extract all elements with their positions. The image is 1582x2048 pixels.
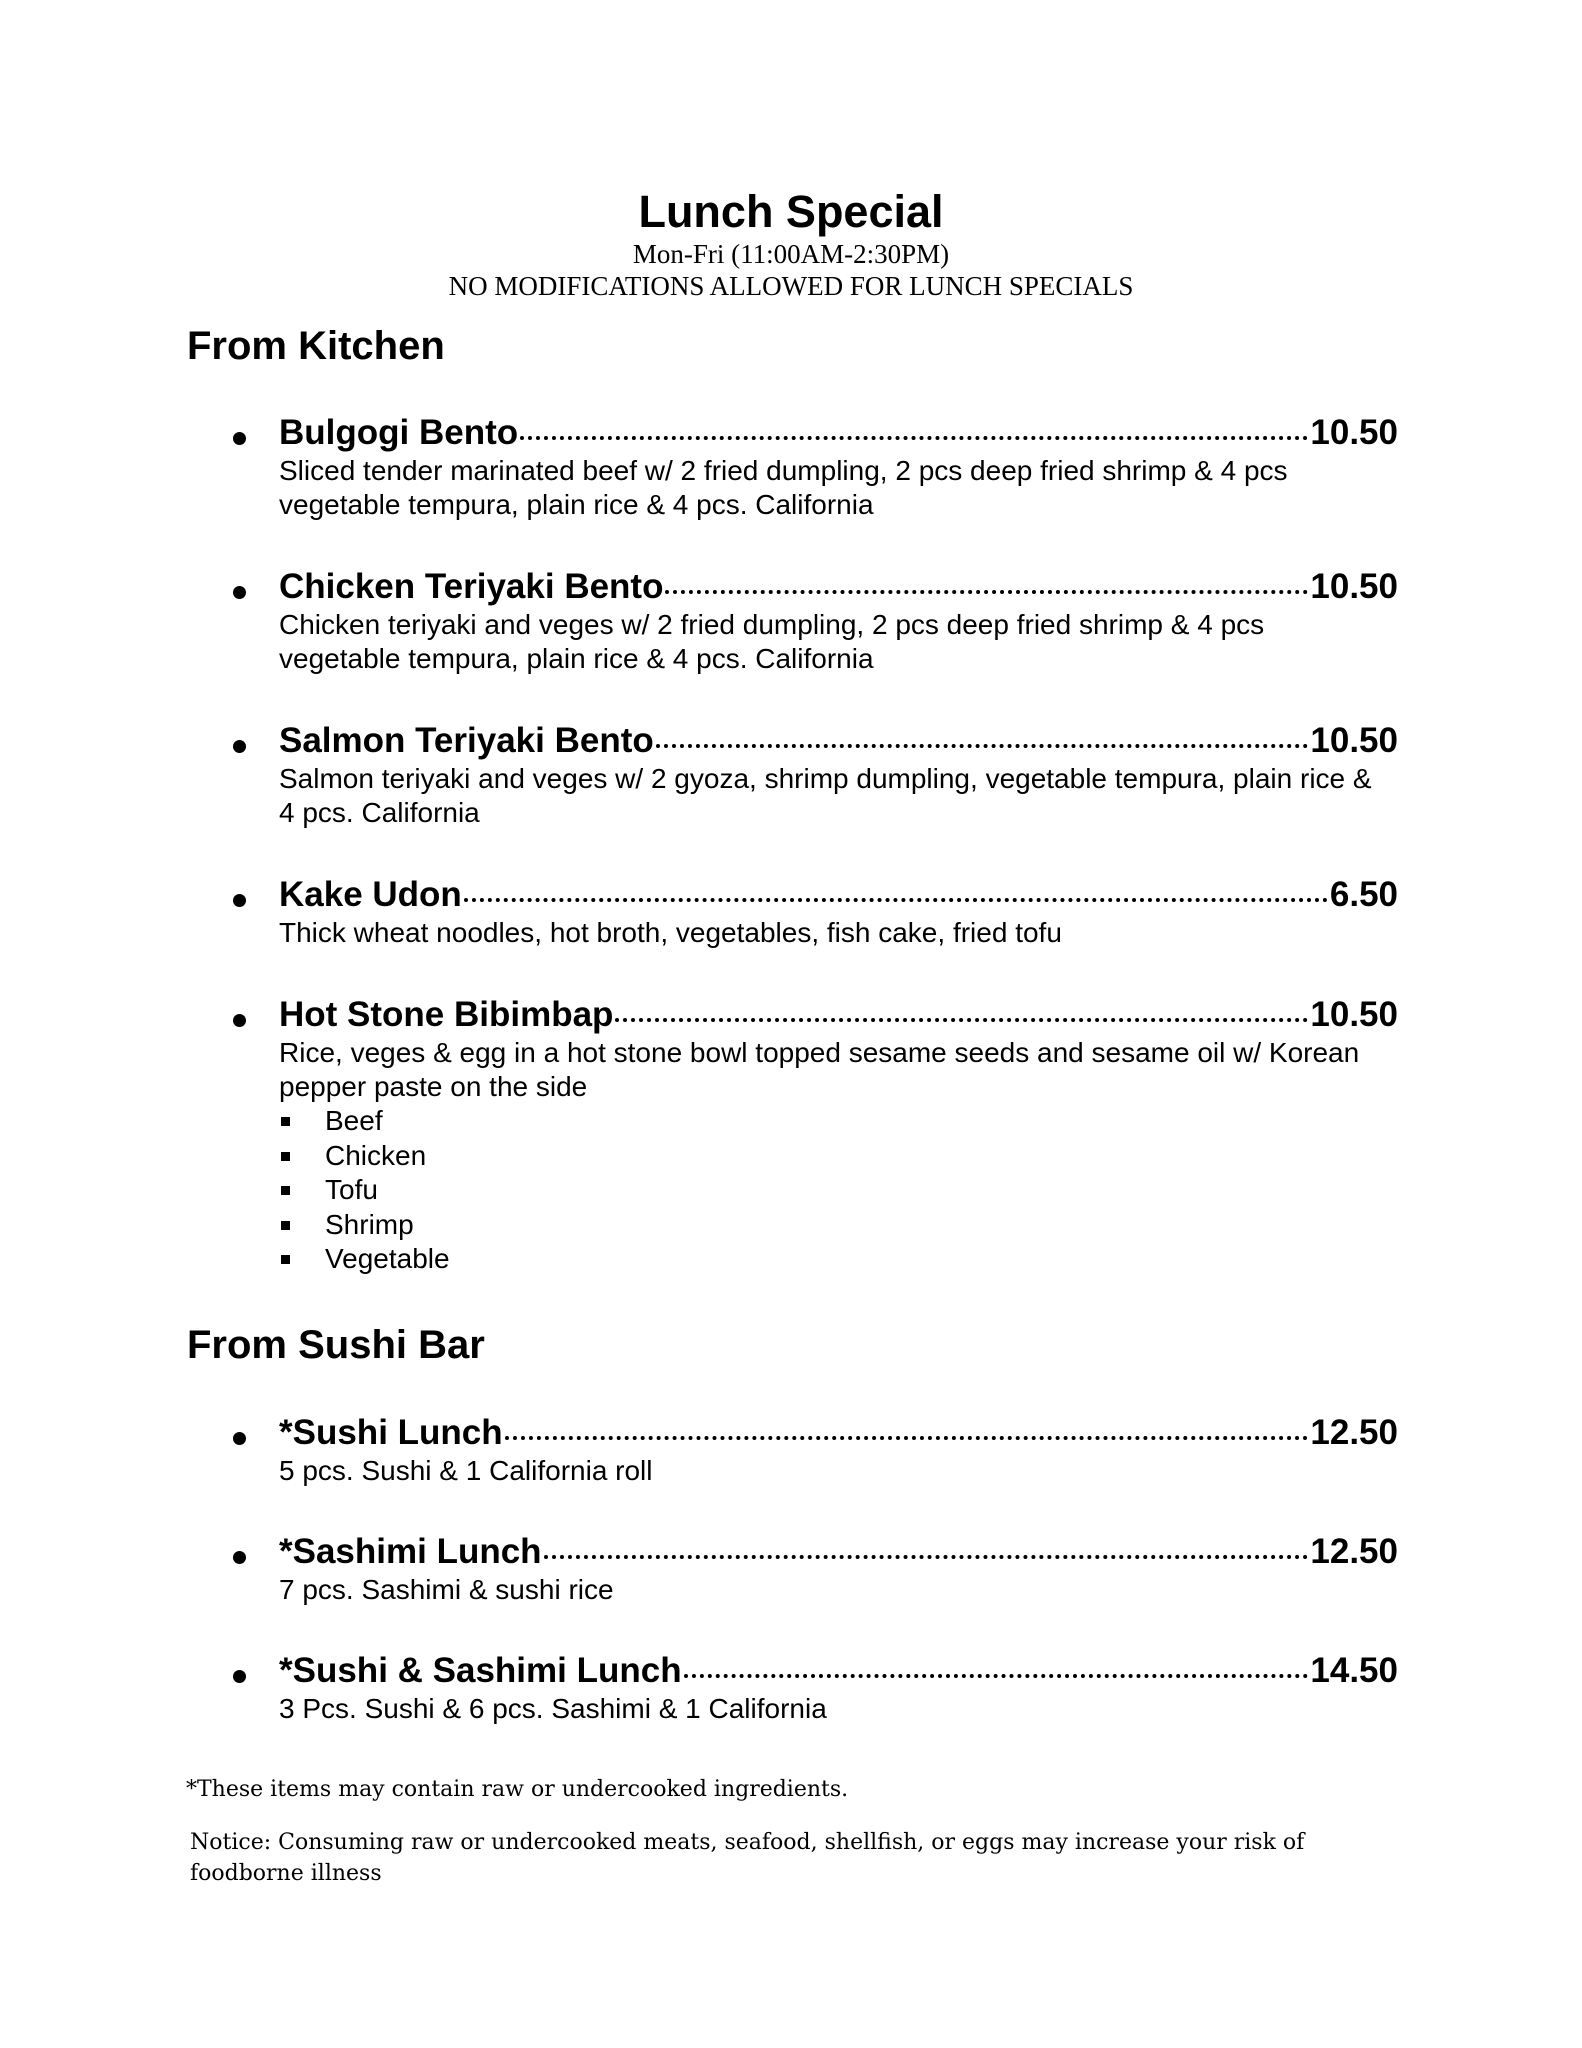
service-hours: Mon-Fri (11:00AM-2:30PM): [632, 239, 950, 269]
bullet-icon: [233, 740, 246, 753]
item-price: 10.50: [1310, 413, 1398, 452]
item-name: Chicken Teriyaki Bento: [279, 567, 664, 606]
square-bullet-icon: [281, 1117, 290, 1126]
item-price: 10.50: [1310, 721, 1398, 760]
item-description: Thick wheat noodles, hot broth, vegetables, fish cake, fried tofu: [279, 917, 1062, 948]
protein-options-list: [279, 1104, 450, 1277]
section-heading-sushi-bar: From Sushi Bar: [187, 1323, 485, 1367]
dot-leader: [544, 1555, 1309, 1559]
dot-leader: [615, 1018, 1308, 1022]
option-item: Beef: [279, 1104, 450, 1139]
item-name: *Sushi & Sashimi Lunch: [279, 1651, 682, 1690]
dot-leader: [684, 1674, 1309, 1678]
item-name: Hot Stone Bibimbap: [279, 995, 614, 1034]
item-description: Sliced tender marinated beef w/ 2 fried dumpling, 2 pcs deep fried shrimp & 4 pcs vegetable tempura, plain rice & 4 pcs. California: [279, 455, 1288, 520]
option-item: Vegetable: [279, 1242, 450, 1277]
square-bullet-icon: [281, 1255, 290, 1264]
square-bullet-icon: [281, 1221, 290, 1230]
bullet-icon: [233, 1670, 246, 1683]
no-modifications-notice: NO MODIFICATIONS ALLOWED FOR LUNCH SPECIALS: [448, 271, 1134, 301]
square-bullet-icon: [281, 1186, 290, 1195]
option-item: Chicken: [279, 1139, 450, 1174]
dot-leader: [665, 590, 1308, 594]
raw-ingredients-note: *These items may contain raw or undercooked ingredients.: [186, 1777, 849, 1802]
section-heading-kitchen: From Kitchen: [187, 324, 445, 368]
option-item: Shrimp: [279, 1208, 450, 1243]
item-description: Rice, veges & egg in a hot stone bowl topped sesame seeds and sesame oil w/ Korean pepper paste on the side: [279, 1037, 1360, 1102]
item-price: 10.50: [1310, 567, 1398, 606]
item-description: 3 Pcs. Sushi & 6 pcs. Sashimi & 1 California: [279, 1693, 827, 1724]
item-name: Kake Udon: [279, 875, 462, 914]
bullet-icon: [233, 586, 246, 599]
dot-leader: [520, 436, 1308, 440]
dot-leader: [656, 744, 1309, 748]
item-name: *Sushi Lunch: [279, 1413, 503, 1452]
health-notice: Notice: Consuming raw or undercooked meats, seafood, shellfish, or eggs may increase your risk of foodborne illness: [190, 1830, 1305, 1886]
item-description: Chicken teriyaki and veges w/ 2 fried dumpling, 2 pcs deep fried shrimp & 4 pcs vegetable tempura, plain rice & 4 pcs. California: [279, 609, 1265, 674]
page-title: Lunch Special: [638, 186, 944, 237]
square-bullet-icon: [281, 1152, 290, 1161]
item-price: 12.50: [1310, 1532, 1398, 1571]
item-name: *Sashimi Lunch: [279, 1532, 542, 1571]
bullet-icon: [233, 1551, 246, 1564]
bullet-icon: [233, 432, 246, 445]
item-price: 6.50: [1329, 875, 1398, 914]
bullet-icon: [233, 894, 246, 907]
item-name: Bulgogi Bento: [279, 413, 519, 452]
item-name: Salmon Teriyaki Bento: [279, 721, 654, 760]
item-description: Salmon teriyaki and veges w/ 2 gyoza, shrimp dumpling, vegetable tempura, plain rice & 4 pcs. California: [279, 763, 1372, 828]
item-price: 10.50: [1310, 995, 1398, 1034]
item-description: 7 pcs. Sashimi & sushi rice: [279, 1574, 614, 1605]
bullet-icon: [233, 1432, 246, 1445]
item-price: 14.50: [1310, 1651, 1398, 1690]
bullet-icon: [233, 1014, 246, 1027]
dot-leader: [505, 1436, 1309, 1440]
menu-header: [0, 186, 1582, 302]
option-item: Tofu: [279, 1173, 450, 1208]
item-description: 5 pcs. Sushi & 1 California roll: [279, 1455, 653, 1486]
item-price: 12.50: [1310, 1413, 1398, 1452]
dot-leader: [464, 898, 1328, 902]
